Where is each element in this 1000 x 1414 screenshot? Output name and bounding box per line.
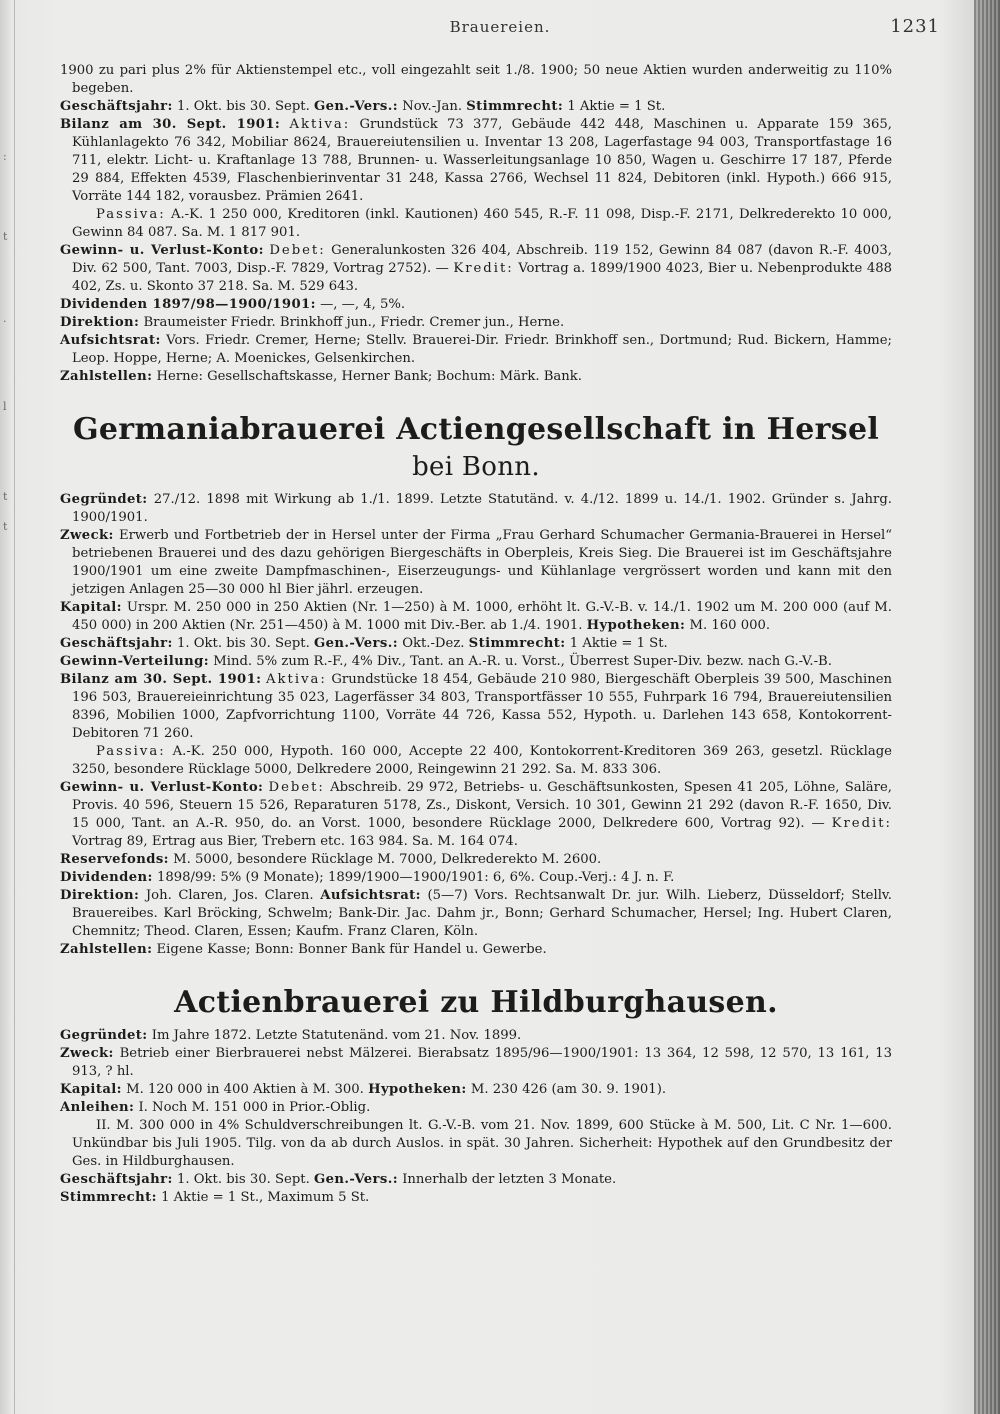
value: M. 160 000. <box>689 618 771 633</box>
value: Abschreib. 29 972, Betriebs- u. Geschäftsunkosten, Spesen 41 205, Löhne, Saläre, Provis. 40 596, Steuern 15 526, Reparaturen 5178, Zs., Diskont, Versich. 10 301, Gewinn 21 292 (davon R.-F. 1650, Div. 15 000, Tant. an A.-R. 950, do. an Vorst. 1000, besondere Rücklage 2000, Delkredere 600, Vortrag 92). — <box>72 780 892 831</box>
value: Im Jahre 1872. Letzte Statutenänd. vom 21. Nov. 1899. <box>151 1028 522 1043</box>
prev-geschaeftsjahr <box>60 98 892 116</box>
title-suffix: bei Bonn. <box>412 452 540 482</box>
kredit-label: Kredit: <box>453 261 514 276</box>
kredit-label: Kredit: <box>831 816 892 831</box>
label: Reservefonds: <box>60 852 169 867</box>
prev-guv <box>60 242 892 296</box>
label: Gegründet: <box>60 492 148 507</box>
label: Gewinn-Verteilung: <box>60 654 210 669</box>
hild-zweck <box>60 1045 892 1081</box>
margin-mark: . <box>3 312 7 325</box>
label: Dividenden: <box>60 870 153 885</box>
label: Dividenden 1897/98—1900/1901: <box>60 297 316 312</box>
margin-mark: t <box>3 230 8 243</box>
value: 1 Aktie = 1 St. <box>569 636 668 651</box>
hild-anleihen-2: II. M. 300 000 in 4% Schuldverschreibungen lt. G.-V.-B. vom 21. Nov. 1899, 600 Stücke à M. 500, Lit. C Nr. 1—600. Unkündbar bis Juli 1905. Tilg. von da ab durch Auslos. in spät. 30 Jahren. Sicherheit: Hypothek auf den Grundbesitz der Ges. in Hildburghausen. <box>72 1118 892 1169</box>
label: Anleihen: <box>60 1100 135 1115</box>
value: Okt.-Dez. <box>402 636 465 651</box>
germania-bilanz <box>60 671 892 743</box>
label: Stimmrecht: <box>466 99 564 114</box>
germania-zahlstellen <box>60 941 892 959</box>
label: Gewinn- u. Verlust-Konto: <box>60 780 264 795</box>
label: Gewinn- u. Verlust-Konto: <box>60 243 264 258</box>
germania-gewinnverteilung <box>60 653 892 671</box>
debet-label: Debet: <box>268 780 325 795</box>
value: Mind. 5% zum R.-F., 4% Div., Tant. an A.-R. u. Vorst., Überrest Super-Div. bezw. nach G.-V.-B. <box>213 654 832 669</box>
germania-kapital <box>60 599 892 635</box>
germania-guv <box>60 779 892 851</box>
value: —, —, 4, 5%. <box>320 297 406 312</box>
margin-mark: : <box>3 150 7 163</box>
label: Direktion: <box>60 315 140 330</box>
label: Kapital: <box>60 1082 122 1097</box>
label: Zweck: <box>60 1046 114 1061</box>
value: Grundstücke 18 454, Gebäude 210 980, Biergeschäft Oberpleis 39 500, Maschinen 196 503, Brauereieinrichtung 35 023, Lagerfässer 34 803, Transportfässer 10 555, Fuhrpark 16 794, Brauereiutensilien 8396, Mobilien 1000, Zapfvorrichtung 1100, Vorräte 44 726, Kassa 552, Hypoth. u. Darlehen 143 658, Kontokorrent-Debitoren 71 260. <box>72 672 892 741</box>
value: I. Noch M. 151 000 in Prior.-Oblig. <box>138 1100 371 1115</box>
label: Bilanz am 30. Sept. 1901: <box>60 117 281 132</box>
title-text: Germaniabrauerei Actiengesellschaft in Hersel <box>72 412 880 447</box>
value: 1 Aktie = 1 St., Maximum 5 St. <box>161 1190 370 1205</box>
germania-zweck <box>60 527 892 599</box>
value: 27./12. 1898 mit Wirkung ab 1./1. 1899. Letzte Statutänd. v. 4./12. 1899 u. 14./1. 1902. Gründer s. Jahrg. 1900/1901. <box>72 492 892 525</box>
value: Herne: Gesellschaftskasse, Herner Bank; Bochum: Märk. Bank. <box>156 369 582 384</box>
margin-mark: t <box>3 490 8 503</box>
prev-aufsichtsrat <box>60 332 892 368</box>
prev-dividenden <box>60 296 892 314</box>
value: Vortrag 89, Ertrag aus Bier, Trebern etc. 163 984. Sa. M. 164 074. <box>72 834 518 849</box>
value: 1898/99: 5% (9 Monate); 1899/1900—1900/1901: 6, 6%. Coup.-Verj.: 4 J. n. F. <box>157 870 675 885</box>
right-binding-edge <box>974 0 1000 1414</box>
label: Gen.-Vers.: <box>313 99 398 114</box>
value: Grundstück 73 377, Gebäude 442 448, Maschinen u. Apparate 159 365, Kühlanlagekto 76 342, Mobiliar 8624, Brauereiutensilien u. Inventar 13 208, Lagerfastage 94 003, Transportfastage 16 711, elektr. Licht- u. Kraftanlage 13 788, Brunnen- u. Wasserleitungsanlage 10 850, Wagen u. Geschirre 17 187, Pferde 29 884, Effekten 4539, Flaschenbierinventar 31 248, Kassa 2766, Wechsel 11 824, Debitoren (inkl. Hypoth.) 666 915, Vorräte 144 182, vorausbez. Prämien 2641. <box>72 117 892 204</box>
label: Geschäftsjahr: <box>60 1172 173 1187</box>
value: Betrieb einer Bierbrauerei nebst Mälzerei. Bierabsatz 1895/96—1900/1901: 13 364, 12 598, 12 570, 13 161, 13 913, ? hl. <box>72 1046 892 1079</box>
prev-direktion <box>60 314 892 332</box>
value: M. 5000, besondere Rücklage M. 7000, Delkrederekto M. 2600. <box>173 852 602 867</box>
hild-anleihen <box>60 1099 892 1117</box>
value: Eigene Kasse; Bonn: Bonner Bank für Handel u. Gewerbe. <box>156 942 547 957</box>
label: Direktion: <box>60 888 140 903</box>
germania-reservefonds <box>60 851 892 869</box>
prev-zahlstellen <box>60 368 892 386</box>
germania-dividenden <box>60 869 892 887</box>
germania-gegruendet <box>60 491 892 527</box>
germania-geschaeftsjahr <box>60 635 892 653</box>
germania-direktion <box>60 887 892 941</box>
aktiva-label: Aktiva: <box>266 672 327 687</box>
value: Nov.-Jan. <box>402 99 463 114</box>
running-header <box>60 18 940 44</box>
label: Geschäftsjahr: <box>60 636 173 651</box>
value: A.-K. 1 250 000, Kreditoren (inkl. Kautionen) 460 545, R.-F. 11 098, Disp.-F. 2171, Delkrederekto 10 000, Gewinn 84 087. Sa. M. 1 817 901. <box>72 207 892 240</box>
label: Aufsichtsrat: <box>60 333 161 348</box>
value: Urspr. M. 250 000 in 250 Aktien (Nr. 1—250) à M. 1000, erhöht lt. G.-V.-B. v. 14./1. 1902 um M. 200 000 (auf M. 450 000) in 200 Aktien (Nr. 251—450) à M. 1000 mit Div.-Ber. ab 1./4. 1901. <box>72 600 892 633</box>
hild-kapital <box>60 1081 892 1099</box>
label: Stimmrecht: <box>468 636 566 651</box>
label: Gegründet: <box>60 1028 148 1043</box>
running-title: Brauereien. <box>449 18 551 36</box>
label: Gen.-Vers.: <box>313 636 398 651</box>
hild-gegruendet <box>60 1027 892 1045</box>
left-margin-strip <box>0 0 15 1414</box>
hild-stimmrecht <box>60 1189 892 1207</box>
label: Zahlstellen: <box>60 369 153 384</box>
margin-mark: l <box>3 400 7 413</box>
value: 1. Okt. bis 30. Sept. <box>176 636 310 651</box>
label: Stimmrecht: <box>60 1190 157 1205</box>
prev-passiva <box>60 206 892 242</box>
value: Innerhalb der letzten 3 Monate. <box>402 1172 617 1187</box>
hild-geschaeftsjahr <box>60 1171 892 1189</box>
value: 1. Okt. bis 30. Sept. <box>176 99 310 114</box>
label: Hypotheken: <box>368 1082 467 1097</box>
value: M. 120 000 in 400 Aktien à M. 300. <box>126 1082 364 1097</box>
label: Gen.-Vers.: <box>313 1172 398 1187</box>
section-title-germania <box>60 412 892 485</box>
page-number: 1231 <box>890 16 940 37</box>
debet-label: Debet: <box>269 243 326 258</box>
value: Vortrag a. 1899/1900 4023, Bier u. Nebenprodukte 488 402, Zs. u. Skonto 37 218. Sa. M. 529 643. <box>72 261 892 294</box>
page-content <box>60 62 892 1207</box>
label: Zweck: <box>60 528 114 543</box>
value: Joh. Claren, Jos. Claren. <box>145 888 314 903</box>
label: Bilanz am 30. Sept. 1901: <box>60 672 262 687</box>
label: Hypotheken: <box>586 618 686 633</box>
margin-mark: t <box>3 520 8 533</box>
label: Zahlstellen: <box>60 942 153 957</box>
value: Erwerb und Fortbetrieb der in Hersel unter der Firma „Frau Gerhard Schumacher Germania-Brauerei in Hersel“ betriebenen Brauerei und des dazu gehörigen Biergeschäfts in Oberpleis, Kreis Sieg. Die Brauerei ist im Geschäftsjahre 1900/1901 um eine zweite Dampfmaschinen-, Eiserzeugungs- und Kühlanlage vergrössert worden und kann mit den jetzigen Anlagen 25—30 000 hl Bier jährl. erzeugen. <box>72 528 892 597</box>
label: Geschäftsjahr: <box>60 99 173 114</box>
value: Generalunkosten 326 404, Abschreib. 119 152, Gewinn 84 087 (davon R.-F. 4003, Div. 62 500, Tant. 7003, Disp.-F. 7829, Vortrag 2752). — <box>72 243 892 276</box>
prev-bilanz <box>60 116 892 206</box>
value: M. 230 426 (am 30. 9. 1901). <box>470 1082 667 1097</box>
aktiva-label: Aktiva: <box>289 117 351 132</box>
label: Kapital: <box>60 600 122 615</box>
passiva-label: Passiva: <box>96 744 166 759</box>
value: (5—7) Vors. Rechtsanwalt Dr. jur. Wilh. Lieberz, Düsseldorf; Stellv. Brauereibes. Karl Bröcking, Schwelm; Bank-Dir. Jac. Dahm jr., Bonn; Gerhard Schumacher, Hersel; Ing. Hubert Claren, Chemnitz; Theod. Claren, Essen; Kaufm. Franz Claren, Köln. <box>72 888 892 939</box>
germania-passiva <box>60 743 892 779</box>
value: A.-K. 250 000, Hypoth. 160 000, Accepte 22 400, Kontokorrent-Kreditoren 369 263, gesetzl. Rücklage 3250, besondere Rücklage 5000, Delkredere 2000, Reingewinn 21 292. Sa. M. 833 306. <box>72 744 892 777</box>
label: Aufsichtsrat: <box>320 888 421 903</box>
value: Vors. Friedr. Cremer, Herne; Stellv. Brauerei-Dir. Friedr. Brinkhoff sen., Dortmund; Rud. Bickern, Hamme; Leop. Hoppe, Herne; A. Moenickes, Gelsenkirchen. <box>72 333 892 366</box>
value: 1 Aktie = 1 St. <box>567 99 666 114</box>
passiva-label: Passiva: <box>96 207 166 222</box>
prev-intro: 1900 zu pari plus 2% für Aktienstempel etc., voll eingezahlt seit 1./8. 1900; 50 neue Aktien wurden anderweitig zu 110% begeben. <box>60 63 892 96</box>
value: Braumeister Friedr. Brinkhoff jun., Friedr. Cremer jun., Herne. <box>143 315 565 330</box>
value: 1. Okt. bis 30. Sept. <box>176 1172 310 1187</box>
section-title-hildburghausen: Actienbrauerei zu Hildburghausen. <box>174 985 778 1020</box>
